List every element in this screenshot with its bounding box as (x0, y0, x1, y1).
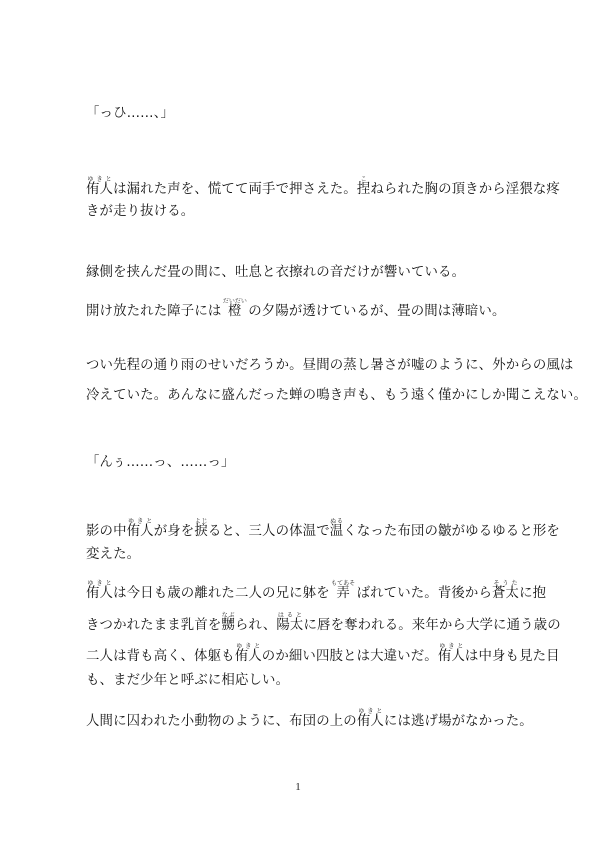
text-segment: 影の中 (86, 524, 127, 539)
ruby-reading: もてあそ (331, 580, 356, 587)
text-line (86, 388, 587, 404)
ruby-base: 侑人 (126, 524, 154, 539)
ruby-base: 侑人 (356, 714, 384, 729)
ruby-reading: ゆきと (86, 176, 114, 183)
text-segment: が身を (153, 524, 195, 539)
text-line (86, 547, 526, 563)
text-segment: 二人は背も高く、体躯も (86, 649, 235, 664)
text-segment: 縁側を挟んだ畳の間に、吐息と衣擦れの音だけが響いている。 (86, 265, 466, 280)
text-segment: に唇を奪われる。来年から大学に通う歳の (303, 618, 561, 633)
ruby-reading: そうた (491, 580, 520, 587)
ruby-base: 侑人 (234, 649, 262, 664)
text-line (86, 518, 560, 540)
text-segment: は漏れた声を、慌てて両手で押さえた。 (113, 182, 357, 197)
text-segment: は中身も見た目 (464, 649, 560, 664)
ruby-reading: だいだい (222, 298, 247, 305)
ruby-word (194, 518, 208, 539)
text-segment: られ、 (234, 618, 277, 633)
ruby-base: 嬲 (221, 618, 235, 633)
text-segment: つい先程の通り雨のせいだろうか。昼間の蒸し暑さが嘘のように、外からの風は (86, 358, 574, 373)
text-line (86, 580, 547, 602)
text-line (86, 455, 526, 471)
ruby-word (491, 580, 520, 601)
ruby-word (126, 518, 154, 539)
text-line (86, 204, 526, 220)
text-segment: ると、三人の体温で (207, 524, 330, 539)
text-line (86, 265, 526, 281)
text-segment: きつかれたまま乳首を (86, 618, 222, 633)
ruby-base: 蒼太 (491, 586, 520, 601)
ruby-word (356, 176, 371, 197)
ruby-reading: ゆきと (437, 643, 465, 650)
text-segment: は今日も歳の離れた二人の兄に躰を (113, 586, 335, 601)
text-line (86, 176, 560, 198)
ruby-reading: ぬる (329, 518, 344, 525)
text-segment: ばれていた。背後から (352, 586, 492, 601)
ruby-reading: ゆきと (234, 643, 262, 650)
ruby-word (356, 708, 384, 729)
ruby-reading: ゆきと (86, 580, 114, 587)
text-line (86, 673, 526, 689)
ruby-word (331, 580, 356, 601)
text-segment: くなった布団の皺がゆるゆると形を (343, 524, 560, 539)
text-segment: のか細い四肢とは大違いだ。 (261, 649, 438, 664)
ruby-base: 捩 (194, 524, 208, 539)
text-line (86, 298, 526, 320)
text-segment: の夕陽が透けているが、畳の間は薄暗い。 (243, 304, 506, 319)
ruby-reading: ゆきと (126, 518, 154, 525)
text-segment: には逃げ場がなかった。 (383, 714, 533, 729)
text-segment: きが走り抜ける。 (86, 204, 195, 219)
text-line (86, 708, 533, 730)
ruby-base: 陽太 (276, 618, 304, 633)
text-line (86, 106, 526, 122)
text-segment: 人間に囚われた小動物のように、布団の上の (86, 714, 357, 729)
text-segment: も、まだ少年と呼ぶに相応しい。 (86, 673, 290, 688)
ruby-word (86, 580, 114, 601)
ruby-word (222, 298, 247, 319)
ruby-word (437, 643, 465, 664)
ruby-reading: はると (276, 612, 304, 619)
ruby-base: 橙 (222, 304, 247, 319)
text-line (86, 643, 560, 665)
ruby-word (276, 612, 304, 633)
ruby-reading: こ (356, 176, 371, 183)
ruby-reading: よじ (194, 518, 208, 525)
ruby-word (329, 518, 344, 539)
text-segment: 開け放たれた障子には (86, 304, 226, 319)
text-segment: に抱 (519, 586, 547, 601)
ruby-base: 捏 (356, 182, 371, 197)
ruby-base: 侑人 (86, 586, 114, 601)
text-segment: 「っひ……、」 (86, 106, 175, 121)
ruby-base: 弄 (331, 586, 356, 601)
ruby-word (221, 612, 235, 633)
ruby-reading: なぶ (221, 612, 235, 619)
ruby-reading: ゆきと (356, 708, 384, 715)
text-segment: 「んぅ……っ、……っ」 (86, 455, 235, 470)
text-segment: 冷えていた。あんなに盛んだった蝉の鳴き声も、もう遠く僅かにしか聞こえない。 (86, 388, 587, 403)
ruby-word (86, 176, 114, 197)
ruby-base: 侑人 (86, 182, 114, 197)
text-line (86, 612, 561, 634)
page-number: 1 (295, 781, 301, 793)
ruby-base: 温 (329, 524, 344, 539)
ruby-word (234, 643, 262, 664)
text-segment: 変えた。 (86, 547, 141, 562)
ruby-base: 侑人 (437, 649, 465, 664)
text-line (86, 358, 574, 374)
text-segment: ねられた胸の頂きから淫猥な疼 (370, 182, 560, 197)
